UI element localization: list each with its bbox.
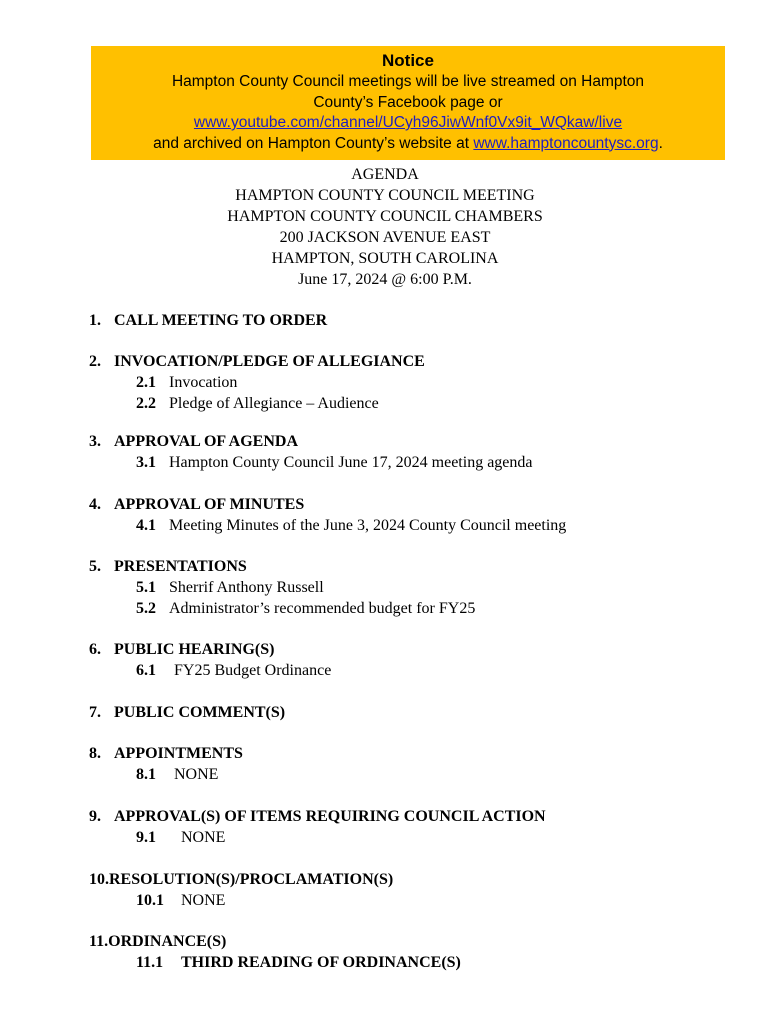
item-text: NONE <box>181 829 226 846</box>
section-title: ORDINANCE(S) <box>108 933 227 950</box>
section-title: APPROVAL OF MINUTES <box>114 496 305 513</box>
notice-line-4-suffix: . <box>658 134 663 152</box>
section-title: PRESENTATIONS <box>114 558 247 575</box>
agenda-item <box>89 764 243 785</box>
agenda-section-3 <box>89 431 533 473</box>
section-number: 2. <box>89 353 101 370</box>
item-number: 4.1 <box>136 517 156 534</box>
section-number: 6. <box>89 641 101 658</box>
header-location: HAMPTON COUNTY COUNCIL CHAMBERS <box>227 208 543 225</box>
item-number: 3.1 <box>136 454 156 471</box>
item-number: 5.1 <box>136 579 156 596</box>
item-text: THIRD READING OF ORDINANCE(S) <box>181 954 461 971</box>
section-title: PUBLIC HEARING(S) <box>114 641 275 658</box>
header-agenda: AGENDA <box>351 166 419 183</box>
agenda-item <box>89 890 393 911</box>
item-number: 6.1 <box>136 662 156 679</box>
item-number: 2.1 <box>136 374 156 391</box>
agenda-section-6 <box>89 639 331 681</box>
agenda-item <box>89 393 425 414</box>
section-title: INVOCATION/PLEDGE OF ALLEGIANCE <box>114 353 425 370</box>
agenda-item <box>89 952 461 973</box>
item-text: FY25 Budget Ordinance <box>174 662 332 679</box>
item-text: Sherrif Anthony Russell <box>169 579 324 596</box>
section-title: CALL MEETING TO ORDER <box>114 312 328 329</box>
agenda-item <box>89 577 475 598</box>
header-date-time: June 17, 2024 @ 6:00 P.M. <box>298 271 472 288</box>
website-link[interactable]: www.hamptoncountysc.org <box>473 134 659 152</box>
item-number: 9.1 <box>136 829 156 846</box>
agenda-section-9 <box>89 806 546 848</box>
item-text: Hampton County Council June 17, 2024 meeting agenda <box>169 454 533 471</box>
notice-line-2: County’s Facebook page or <box>313 93 503 111</box>
section-title: PUBLIC COMMENT(S) <box>114 704 286 721</box>
item-text: NONE <box>181 892 226 909</box>
item-number: 2.2 <box>136 395 156 412</box>
item-number: 11.1 <box>136 954 164 971</box>
section-number: 10. <box>89 871 109 888</box>
agenda-section-1 <box>89 310 327 331</box>
item-number: 10.1 <box>136 892 164 909</box>
notice-line-4-prefix: and archived on Hampton County’s website at <box>153 134 474 152</box>
section-number: 4. <box>89 496 101 513</box>
header-address: 200 JACKSON AVENUE EAST <box>279 229 491 246</box>
agenda-item <box>89 827 546 848</box>
section-number: 3. <box>89 433 101 450</box>
agenda-item <box>89 372 425 393</box>
agenda-section-10 <box>89 869 393 911</box>
item-number: 8.1 <box>136 766 156 783</box>
item-text: NONE <box>174 766 219 783</box>
agenda-section-11 <box>89 931 461 973</box>
item-text: Invocation <box>169 374 238 391</box>
live-stream-notice <box>91 46 725 160</box>
section-number: 1. <box>89 312 101 329</box>
agenda-item <box>89 660 331 681</box>
agenda-item <box>89 515 566 536</box>
notice-title: Notice <box>382 51 434 70</box>
section-number: 7. <box>89 704 101 721</box>
section-title: RESOLUTION(S)/PROCLAMATION(S) <box>109 871 394 888</box>
header-city-state: HAMPTON, SOUTH CAROLINA <box>271 250 499 267</box>
section-title: APPROVAL OF AGENDA <box>114 433 299 450</box>
notice-line-1: Hampton County Council meetings will be live streamed on Hampton <box>171 73 645 90</box>
agenda-header <box>0 164 770 290</box>
section-number: 9. <box>89 808 101 825</box>
section-number: 11. <box>89 933 109 950</box>
agenda-item <box>89 452 533 473</box>
item-number: 5.2 <box>136 600 156 617</box>
notice-line-4 <box>91 134 725 155</box>
agenda-section-8 <box>89 743 243 785</box>
agenda-section-4 <box>89 494 566 536</box>
agenda-section-2 <box>89 351 425 414</box>
item-text: Administrator’s recommended budget for FY25 <box>169 600 476 617</box>
section-number: 8. <box>89 745 101 762</box>
item-text: Meeting Minutes of the June 3, 2024 County Council meeting <box>169 517 567 534</box>
section-title: APPROVAL(S) OF ITEMS REQUIRING COUNCIL ACTION <box>114 808 546 825</box>
agenda-section-7 <box>89 702 285 723</box>
agenda-section-5 <box>89 556 475 619</box>
header-meeting-name: HAMPTON COUNTY COUNCIL MEETING <box>235 187 535 204</box>
section-number: 5. <box>89 558 101 575</box>
agenda-item <box>89 598 475 619</box>
section-title: APPOINTMENTS <box>114 745 243 762</box>
item-text: Pledge of Allegiance – Audience <box>169 395 379 412</box>
youtube-link[interactable]: www.youtube.com/channel/UCyh96JiwWnf0Vx9it_WQkaw/live <box>193 114 623 131</box>
